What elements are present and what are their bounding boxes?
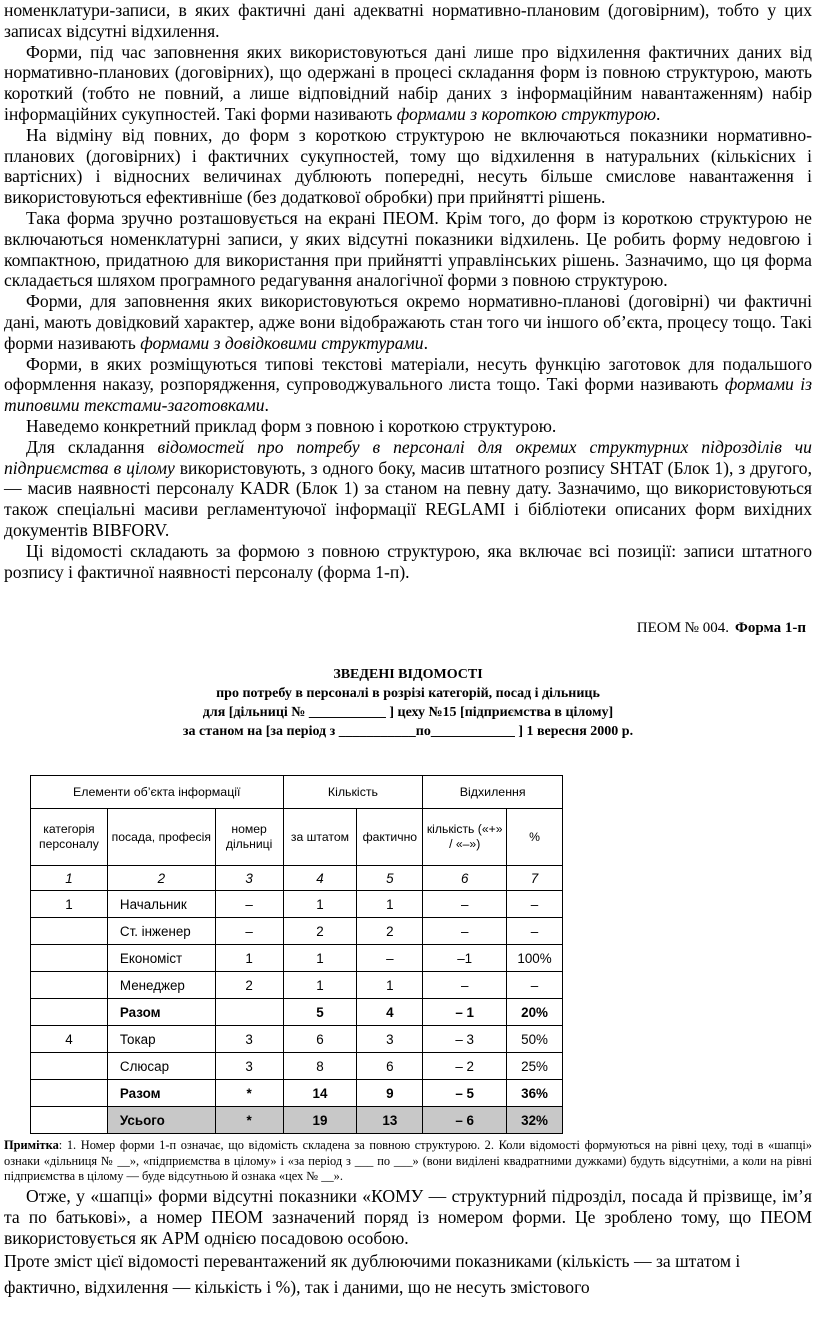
col-header-actual: фактично xyxy=(357,809,423,866)
table-cell: Слюсар xyxy=(107,1053,215,1080)
table-cell: 14 xyxy=(283,1080,357,1107)
table-cell xyxy=(215,999,283,1026)
report-title-block xyxy=(0,665,816,741)
report-date-line: за станом на [за період з ___________по____________ ] 1 вересня 2000 р. xyxy=(182,724,634,740)
table-cell: Ст. інженер xyxy=(107,918,215,945)
table-cell: – 6 xyxy=(423,1107,507,1134)
table-cell: 1 xyxy=(283,945,357,972)
col-header-section: номер дільниці xyxy=(215,809,283,866)
group-header-deviation: Відхилення xyxy=(423,776,563,809)
table-cell: 32% xyxy=(507,1107,563,1134)
paragraph-reference-forms: Форми, для заповнення яких використовуються окремо нормативно-планові (договірні) чи фактичні дані, мають довідковий характер, адже вони відображають стан того чи іншого об’єкта, процесу тощо. Такі форми називають формами з довідковими структурами. xyxy=(4,291,812,353)
paragraph-example-intro: Наведемо конкретний приклад форм з повною і короткою структурою. xyxy=(26,415,557,436)
table-cell: – xyxy=(507,918,563,945)
table-cell: * xyxy=(215,1080,283,1107)
paragraph-unlike-full: На відміну від повних, до форм з короткою структурою не включаються показники нормативно-планових (договірних) і фактичних сукупностей, тому що відхилення в натуральних (кількісних і вартісних) і відносних величинах дублюють попередні, несуть більше смислове навантаження і використовуються ефективніше (без додаткової обробки) при прийнятті рішень. xyxy=(4,124,812,208)
table-cell: 100% xyxy=(507,945,563,972)
group-header-elements: Елементи об’єкта інформації xyxy=(31,776,284,809)
table-cell: 9 xyxy=(357,1080,423,1107)
table-cell: – xyxy=(215,891,283,918)
paragraph-continuation: номенклатури-записи, в яких фактичні дані адекватні нормативно-плановим (договірним), тобто у цих записах відсутні відхилення. xyxy=(4,0,812,41)
table-cell: 50% xyxy=(507,1026,563,1053)
table-column-header-row xyxy=(31,809,563,866)
table-cell xyxy=(31,945,108,972)
table-cell: – xyxy=(507,972,563,999)
col-number: 7 xyxy=(507,866,563,891)
table-row xyxy=(31,972,563,999)
table-cell: 3 xyxy=(215,1026,283,1053)
table-cell: 3 xyxy=(357,1026,423,1053)
term-reference-structures: формами з довідковими структурами xyxy=(140,332,424,353)
table-cell: 6 xyxy=(283,1026,357,1053)
table-cell: – xyxy=(423,918,507,945)
table-cell: – xyxy=(423,972,507,999)
col-header-position: посада, професія xyxy=(107,809,215,866)
table-cell: 1 xyxy=(357,972,423,999)
personnel-needs-table xyxy=(30,775,563,1134)
group-header-quantity: Кількість xyxy=(283,776,423,809)
table-cell: Начальник xyxy=(107,891,215,918)
table-cell: 4 xyxy=(31,1026,108,1053)
table-cell: 36% xyxy=(507,1080,563,1107)
table-row xyxy=(31,1053,563,1080)
table-cell: 6 xyxy=(357,1053,423,1080)
col-header-deviation-count: кількість («+» / «–») xyxy=(423,809,507,866)
table-cell: –1 xyxy=(423,945,507,972)
footnote-text: : 1. Номер форми 1-п означає, що відомість складена за повною структурою. 2. Коли відомості формуються на рівні цеху, тоді в «шапці» ознаки «дільниця № __», «підприємства в цілому» і «за період з ___ по ___» (вони виділені квадратними дужками) будуть відсутніми, а коли на рівні підприємства в цілому — буде відсутньою й ознака «цех № __». xyxy=(4,1138,812,1184)
table-cell: – xyxy=(507,891,563,918)
table-subtotal-row xyxy=(31,999,563,1026)
table-cell: – 2 xyxy=(423,1053,507,1080)
col-number: 1 xyxy=(31,866,108,891)
paragraph-short-forms: Форми, під час заповнення яких використовуються дані лише про відхилення фактичних даних від нормативно-планових (договірних), що одержані в процесі складання форм із повною структурою, мають короткий (тобто не повний, а лише відповідний набір даних з інформаційним навантаженням) набір інформаційних сукупностей. Такі форми називають формами з короткою структурою. xyxy=(4,41,812,124)
table-cell: 20% xyxy=(507,999,563,1026)
footnote-label: Примітка xyxy=(4,1138,59,1152)
table-cell: 1 xyxy=(31,891,108,918)
col-header-percent: % xyxy=(507,809,563,866)
table-cell: – xyxy=(215,918,283,945)
table-cell: 2 xyxy=(283,918,357,945)
table-cell: – xyxy=(423,891,507,918)
report-subtitle: про потребу в персоналі в розрізі категорій, посад і дільниць xyxy=(216,686,600,702)
table-cell: Менеджер xyxy=(107,972,215,999)
table-cell xyxy=(31,1107,108,1134)
paragraph-header-absence: Отже, у «шапці» форми відсутні показники «КОМУ — структурний підрозділ, посада й прізвище, ім’я та по батькові», а номер ПЕОМ зазначений поряд із номером форми. Це зроблено тому, що ПЕОМ використовується як АРМ однією посадовою особою. xyxy=(4,1186,812,1248)
col-number: 4 xyxy=(283,866,357,891)
table-row xyxy=(31,891,563,918)
table-cell: 4 xyxy=(357,999,423,1026)
paragraph-template-forms: Форми, в яких розміщуються типові текстові матеріали, несуть функцію заготовок для подальшого оформлення наказу, розпорядження, супроводжувального листа тощо. Такі форми називають формами із типовими текстами-заготовками. xyxy=(4,353,812,416)
table-cell: 1 xyxy=(357,891,423,918)
term-short-structure: формами з короткою структурою xyxy=(396,103,657,124)
report-title: ЗВЕДЕНІ ВІДОМОСТІ xyxy=(333,667,483,683)
table-cell: 3 xyxy=(215,1053,283,1080)
table-cell: – 3 xyxy=(423,1026,507,1053)
table-cell xyxy=(31,918,108,945)
paragraph-compilation: Для складання відомостей про потребу в персоналі для окремих структурних підрозділів чи підприємства в цілому використовують, з одного боку, масив штатного розпису SHTAT (Блок 1), з другого, — масив наявності персоналу KADR (Блок 1) за станом на певну дату. Зазначимо, що використовуються також спеціальні масиви регламентуючої інформації REGLAMI і бібліотеки описаних форм вихідних документів BIBFORV. xyxy=(4,436,812,540)
table-row xyxy=(31,918,563,945)
col-number: 2 xyxy=(107,866,215,891)
table-cell: 1 xyxy=(215,945,283,972)
table-cell: Економіст xyxy=(107,945,215,972)
paragraph-full-structure: Ці відомості складають за формою з повною структурою, яка включає всі позиції: записи штатного розпису і фактичної наявності персоналу (форма 1-п). xyxy=(4,540,812,582)
closing-text xyxy=(0,1186,816,1300)
table-cell: Усього xyxy=(107,1107,215,1134)
term-template-texts: формами із типовими текстами-заготовками xyxy=(4,374,812,416)
col-header-category: категорія персоналу xyxy=(31,809,108,866)
col-number: 5 xyxy=(357,866,423,891)
table-row xyxy=(31,1026,563,1053)
table-cell: Токар xyxy=(107,1026,215,1053)
table-cell: 2 xyxy=(357,918,423,945)
table-cell: 2 xyxy=(215,972,283,999)
table-footnote xyxy=(4,1138,812,1185)
table-cell: 5 xyxy=(283,999,357,1026)
table-cell: – xyxy=(357,945,423,972)
table-cell xyxy=(31,1053,108,1080)
table-cell: 19 xyxy=(283,1107,357,1134)
table-group-header-row xyxy=(31,776,563,809)
table-cell: 8 xyxy=(283,1053,357,1080)
table-cell: Разом xyxy=(107,999,215,1026)
table-cell xyxy=(31,972,108,999)
table-cell: Разом xyxy=(107,1080,215,1107)
table-total-row xyxy=(31,1107,563,1134)
table-cell: * xyxy=(215,1107,283,1134)
table-cell xyxy=(31,1080,108,1107)
col-number: 3 xyxy=(215,866,283,891)
paragraph-overload: Проте зміст цієї відомості перевантажений як дублюючими показниками (кількість — за штатом і фактично, відхилення — кількість і %), так і даними, що не несуть змістового xyxy=(4,1251,741,1298)
table-cell: 1 xyxy=(283,891,357,918)
col-header-staff: за штатом xyxy=(283,809,357,866)
paragraph-screen-layout: Така форма зручно розташовується на екрані ПЕОМ. Крім того, до форм із короткою структурою не включаються номенклатурні записи, у яких відсутні показники відхилень. Це робить форму недовгою і компактною, придатною для використання при прийнятті управлінських рішень. Зазначимо, що ця форма складається шляхом програмного редагування аналогічної форми з повною структурою. xyxy=(4,207,812,291)
table-cell: 1 xyxy=(283,972,357,999)
form-reference: ПЕОМ № 004. Форма 1-п xyxy=(636,620,806,637)
report-scope-line: для [дільниці № ___________ ] цеху №15 [підприємства в цілому] xyxy=(202,705,614,721)
col-number: 6 xyxy=(423,866,507,891)
table-cell: – 5 xyxy=(423,1080,507,1107)
table-row xyxy=(31,945,563,972)
table-cell xyxy=(31,999,108,1026)
term-personnel-needs: відомостей про потребу в персоналі для окремих структурних підрозділів чи підприємства в цілому xyxy=(4,436,812,478)
table-subtotal-row xyxy=(31,1080,563,1107)
table-cell: 25% xyxy=(507,1053,563,1080)
table-column-numbers-row xyxy=(31,866,563,891)
table-cell: 13 xyxy=(357,1107,423,1134)
table-cell: – 1 xyxy=(423,999,507,1026)
